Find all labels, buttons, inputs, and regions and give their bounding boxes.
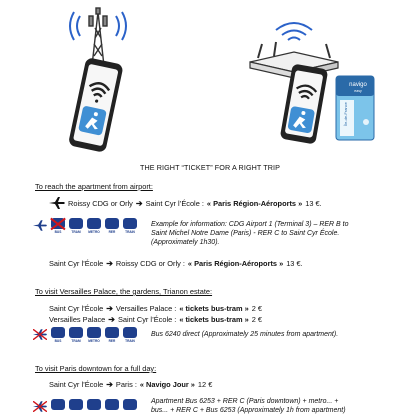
route-origin: Roissy CDG or Orly [68, 198, 133, 208]
metro-icon: METRO [87, 218, 101, 235]
train-icon: TRAIN [123, 218, 137, 235]
versailles-note [151, 330, 338, 339]
train-icon [123, 399, 137, 416]
router-phone-navigo-illustration [246, 14, 386, 144]
transport-icons-versailles [33, 327, 137, 344]
ticket-price: 12 € [197, 380, 213, 389]
route-destination: Versailles Palace : [115, 304, 177, 313]
transport-icons-airport [33, 218, 137, 235]
bus-icon: BUS [51, 327, 65, 344]
tram-icon [69, 399, 83, 416]
page-headline: THE RIGHT “TICKET” FOR A RIGHT TRIP [139, 163, 281, 172]
rer-icon [105, 399, 119, 416]
cell-tower-phone-illustration [62, 4, 142, 154]
airport-route-row-2 [49, 259, 303, 268]
arrow-right-icon: ➔ [108, 315, 115, 324]
route-origin: Saint Cyr l’École [49, 380, 104, 389]
route-destination: Paris : [115, 380, 137, 389]
tram-icon: TRAM [69, 218, 83, 235]
versailles-route-row-2 [49, 315, 262, 324]
note-line: Saint Michel Notre Dame (Paris) - RER C to Saint Cyr École. [151, 230, 340, 238]
bus-icon-crossed: BUS [51, 218, 65, 235]
smartphone-icon [68, 57, 124, 153]
navigo-sub-text: easy [354, 89, 362, 93]
ticket-price: 2 € [251, 304, 263, 313]
route-origin: Saint Cyr l’École [49, 259, 104, 268]
train-icon: TRAIN [123, 327, 137, 344]
navigo-logo-text: Île-de-France [343, 102, 348, 126]
transport-icons-paris [33, 399, 137, 416]
plane-transport-icon [33, 218, 47, 235]
note-line: Bus 6240 direct (Approximately 25 minutes from apartment). [151, 331, 339, 338]
note-line: Apartment Bus 6253 + RER C (Paris downtown) + metro... + [151, 398, 339, 405]
ticket-name: « Navigo Jour » [139, 380, 195, 389]
ticket-name: « tickets bus-tram » [179, 304, 249, 313]
ticket-price: 13 €. [305, 198, 322, 208]
route-destination: Saint Cyr l’École : [117, 315, 177, 324]
arrow-right-icon: ➔ [106, 304, 113, 313]
note-line: bus... + RER C + Bus 6253 (Approximately 1h from apartment) [151, 407, 346, 415]
tram-icon: TRAM [69, 327, 83, 344]
airport-route-row-1 [49, 197, 322, 209]
ticket-name: « tickets bus-tram » [179, 315, 249, 324]
plane-icon [49, 197, 65, 209]
route-origin: Versailles Palace [49, 315, 106, 324]
paris-route-row-1 [49, 380, 212, 389]
ticket-name: « Paris Région-Aéroports » [206, 198, 303, 208]
wifi-icon [276, 23, 312, 40]
route-destination: Roissy CDG or Orly : [115, 259, 185, 268]
arrow-right-icon: ➔ [106, 259, 113, 268]
arrow-right-icon: ➔ [135, 198, 143, 208]
note-line: Example for information: CDG Airport 1 (Terminal 3) – RER B to [151, 221, 349, 228]
airport-note [151, 220, 349, 248]
paris-note [151, 397, 346, 415]
route-origin: Saint Cyr l’École [49, 304, 104, 313]
rer-icon: RER [105, 327, 119, 344]
metro-icon: METRO [87, 327, 101, 344]
ticket-price: 2 € [251, 315, 263, 324]
cell-tower-icon [89, 8, 107, 66]
section-title-paris: To visit Paris downtown for a full day: [35, 364, 157, 373]
rer-icon: RER [105, 218, 119, 235]
ticket-name: « Paris Région-Aéroports » [187, 259, 284, 268]
metro-icon [87, 399, 101, 416]
bus-icon [51, 399, 65, 416]
route-destination: Saint Cyr l’École : [145, 198, 204, 208]
versailles-route-row-1 [49, 304, 262, 313]
section-title-versailles: To visit Versailles Palace, the gardens, Trianon estate: [35, 287, 213, 296]
section-title-airport: To reach the apartment from airport: [35, 182, 153, 191]
arrow-right-icon: ➔ [106, 380, 113, 389]
note-line: (Approximately 1h30). [151, 239, 220, 247]
ticket-price: 13 €. [286, 259, 303, 268]
navigo-brand-text: navigo [349, 82, 367, 88]
plane-icon-crossed [33, 399, 47, 416]
plane-icon-crossed [33, 327, 47, 344]
